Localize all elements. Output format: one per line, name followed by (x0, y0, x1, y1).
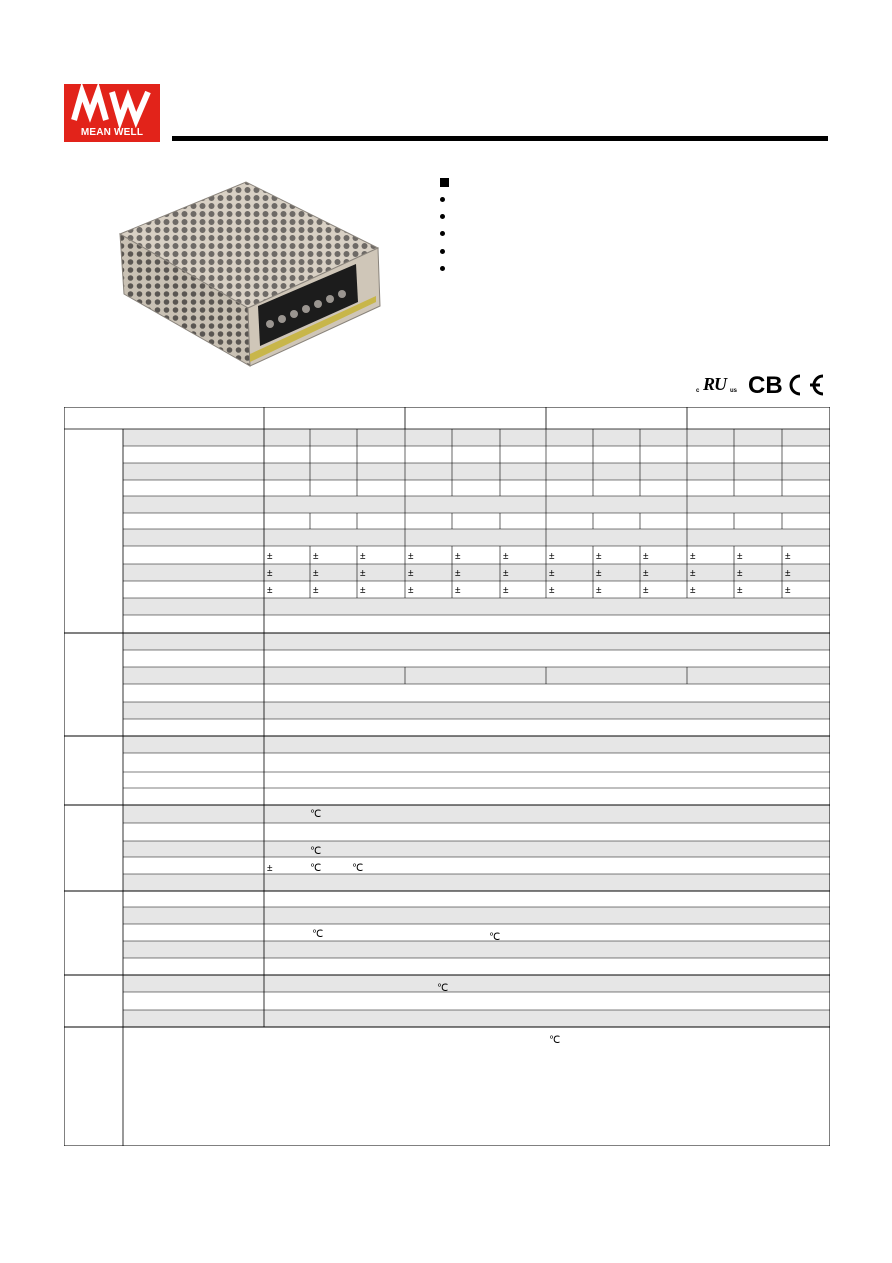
plus-minus-mark: ± (408, 585, 414, 596)
svg-text:us: us (730, 388, 738, 394)
plus-minus-mark: ± (455, 568, 461, 579)
plus-minus-mark: ± (737, 568, 743, 579)
plus-minus-mark: ± (455, 551, 461, 562)
plus-minus-mark: ± (643, 551, 649, 562)
plus-minus-mark: ± (408, 551, 414, 562)
plus-minus-mark: ± (503, 551, 509, 562)
table-cell-shade (123, 1010, 830, 1027)
table-cell-shade (123, 736, 830, 753)
plus-minus-mark: ± (737, 551, 743, 562)
degree-celsius-mark: ℃ (352, 863, 364, 874)
table-cell-shade (123, 874, 830, 891)
plus-minus-mark: ± (313, 568, 319, 579)
plus-minus-mark: ± (785, 551, 791, 562)
title-rule (172, 136, 828, 141)
plus-minus-mark: ± (360, 585, 366, 596)
plus-minus-mark: ± (455, 585, 461, 596)
degree-celsius-mark: ℃ (489, 932, 501, 943)
plus-minus-mark: ± (267, 551, 273, 562)
plus-minus-mark: ± (267, 568, 273, 579)
table-cell-shade (123, 702, 830, 719)
degree-celsius-mark: ℃ (310, 809, 322, 820)
plus-minus-mark: ± (643, 585, 649, 596)
plus-minus-mark: ± (549, 551, 555, 562)
table-cell-shade (123, 496, 830, 513)
degree-celsius-mark: ℃ (312, 929, 324, 940)
mean-well-logo (64, 84, 160, 142)
power-supply-product-photo (108, 178, 386, 374)
plus-minus-mark: ± (785, 568, 791, 579)
bullet-dot-icon (440, 197, 445, 202)
degree-celsius-mark: ℃ (437, 983, 449, 994)
plus-minus-mark: ± (503, 585, 509, 596)
bullet-dot-icon (440, 214, 445, 219)
table-cell-shade (123, 805, 830, 823)
degree-celsius-mark: ℃ (549, 1035, 561, 1046)
degree-celsius-mark: ℃ (310, 846, 322, 857)
certification-logos (692, 370, 830, 398)
plus-minus-mark: ± (549, 585, 555, 596)
plus-minus-mark: ± (503, 568, 509, 579)
svg-text:U: U (714, 374, 727, 394)
svg-text:c: c (696, 388, 700, 394)
product-photo (108, 178, 386, 374)
plus-minus-mark: ± (360, 551, 366, 562)
ce-mark-icon (791, 376, 823, 394)
plus-minus-mark: ± (313, 551, 319, 562)
logo-text: MEAN WELL (80, 127, 144, 138)
table-cell-shade (123, 564, 830, 581)
cb-mark: CB (748, 372, 783, 398)
features-square-icon (440, 178, 449, 187)
plus-minus-mark: ± (596, 585, 602, 596)
plus-minus-mark: ± (596, 551, 602, 562)
plus-minus-mark: ± (643, 568, 649, 579)
table-cell-shade (123, 975, 830, 992)
specification-table (64, 407, 830, 1146)
plus-minus-mark: ± (360, 568, 366, 579)
plus-minus-mark: ± (596, 568, 602, 579)
table-cell-shade (123, 529, 830, 546)
table-cell-shade (123, 841, 830, 857)
table-cell-shade (123, 429, 830, 446)
table-cell-shade (123, 598, 830, 615)
table-cell-shade (123, 907, 830, 924)
ul-listed-icon (696, 374, 738, 394)
plus-minus-mark: ± (690, 568, 696, 579)
specification-table-grid (64, 407, 830, 1146)
plus-minus-mark: ± (549, 568, 555, 579)
plus-minus-mark: ± (267, 585, 273, 596)
bullet-dot-icon (440, 231, 445, 236)
plus-minus-mark: ± (690, 551, 696, 562)
plus-minus-mark: ± (408, 568, 414, 579)
table-cell-shade (123, 941, 830, 958)
plus-minus-mark: ± (785, 585, 791, 596)
bullet-dot-icon (440, 266, 445, 271)
plus-minus-mark: ± (267, 863, 273, 874)
plus-minus-mark: ± (690, 585, 696, 596)
table-cell-shade (123, 667, 830, 684)
table-cell-shade (123, 463, 830, 480)
plus-minus-mark: ± (313, 585, 319, 596)
plus-minus-mark: ± (737, 585, 743, 596)
table-cell-shade (123, 633, 830, 650)
bullet-dot-icon (440, 249, 445, 254)
svg-text:R: R (703, 374, 716, 394)
degree-celsius-mark: ℃ (310, 863, 322, 874)
